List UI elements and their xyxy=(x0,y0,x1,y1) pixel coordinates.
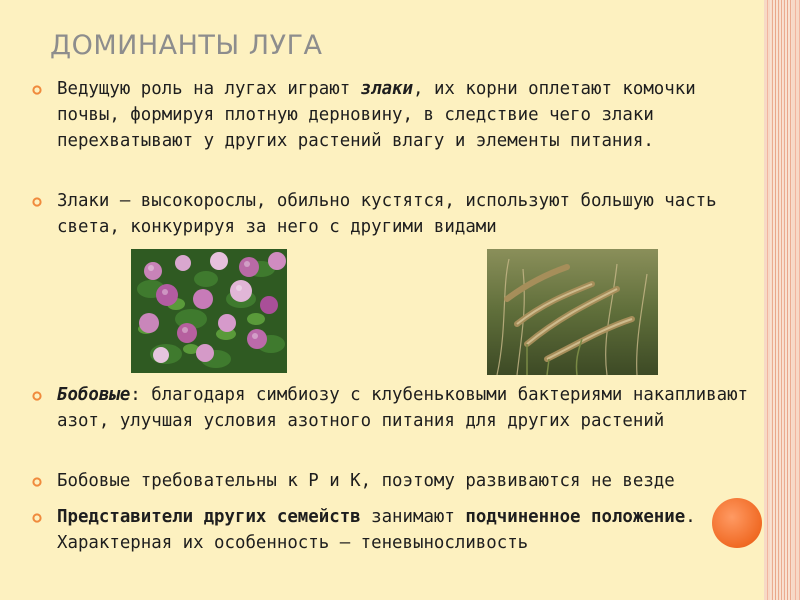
bullet-item-grasses-light xyxy=(32,188,762,240)
bullet-text: Злаки – высокорослы, обильно кустятся, используют большую часть света, конкурируя за него с другими видами xyxy=(57,191,717,237)
circle-bullet-icon xyxy=(32,513,42,523)
decorative-stripes xyxy=(764,0,800,600)
emphasis-legumes: Бобовые xyxy=(57,385,131,405)
bullet-text: Ведущую роль на лугах играют злаки, их корни оплетают комочки почвы, формируя плотную дерновину, в следствие чего злаки перехватывают у других растений влагу и элементы питания. xyxy=(57,79,696,151)
circle-bullet-icon xyxy=(32,197,42,207)
bullet-text: Бобовые: благодаря симбиозу с клубеньковыми бактериями накапливают азот, улучшая условия азотного питания для других растений xyxy=(57,385,749,431)
emphasis-other-families: Представители других семейств xyxy=(57,507,361,527)
bullet-item-other-families xyxy=(32,504,762,556)
clover-photo xyxy=(131,249,287,373)
bullet-text: Представители других семейств занимают подчиненное положение. Характерная их особенность – теневыносливость xyxy=(57,507,696,553)
bullet-text: Бобовые требовательны к Р и К, поэтому развиваются не везде xyxy=(57,471,675,491)
bullet-item-grasses-role xyxy=(32,76,762,154)
circle-bullet-icon xyxy=(32,477,42,487)
circle-bullet-icon xyxy=(32,391,42,401)
circle-bullet-icon xyxy=(32,85,42,95)
emphasis-subordinate: подчиненное положение xyxy=(465,507,686,527)
bullet-item-legumes xyxy=(32,382,762,434)
grass-photo xyxy=(487,249,658,375)
slide-title: ДОМИНАНТЫ ЛУГА xyxy=(50,30,323,61)
bullet-item-legumes-requirements xyxy=(32,468,762,494)
emphasis-grasses: злаки xyxy=(360,79,413,99)
